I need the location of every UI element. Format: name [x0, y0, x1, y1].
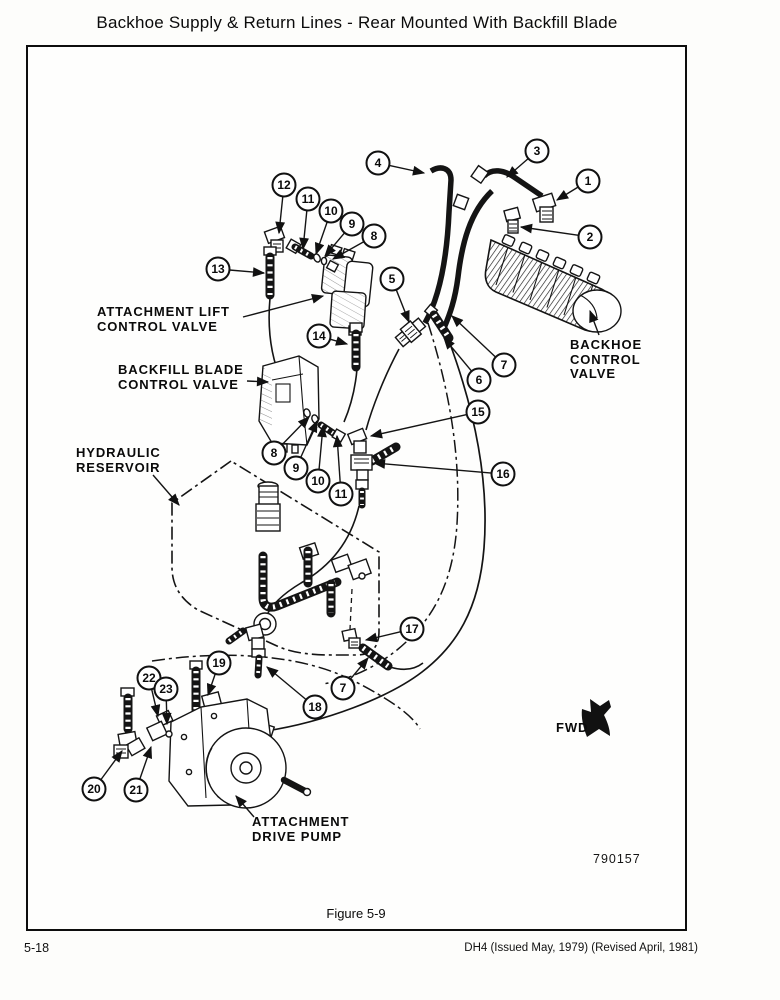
callout-7	[452, 316, 516, 377]
tee-fitting-16	[351, 455, 372, 470]
elbow-fitting-17-stub	[349, 638, 360, 648]
callout-number: 10	[324, 204, 338, 219]
attachment-drive-pump-label: ATTACHMENT DRIVE PUMP	[252, 814, 350, 844]
callout-leader	[350, 658, 368, 679]
tee-fitting-19-stub	[252, 638, 264, 649]
callout-leader	[330, 339, 347, 344]
callout-number: 23	[159, 682, 173, 697]
callout-number: 9	[348, 217, 356, 232]
callout-number: 10	[311, 474, 325, 489]
attachment-lift-valve-drawing	[321, 245, 373, 335]
filler-neck-base	[256, 504, 280, 531]
callout-number: 2	[586, 230, 594, 245]
page-number: 5-18	[24, 941, 50, 955]
callout-2	[521, 226, 602, 249]
callout-number: 12	[277, 178, 291, 193]
callout-4	[367, 152, 425, 175]
tank-tee-cluster	[229, 613, 276, 675]
elbow-17-assembly	[342, 629, 388, 666]
pump-bolt	[181, 734, 186, 739]
pump-shaft	[284, 780, 305, 791]
drawing-number: 790157	[593, 852, 641, 866]
tube-nut	[471, 166, 488, 184]
callout-leader	[557, 187, 578, 200]
dashed-drop-line	[350, 589, 352, 629]
callout-number: 21	[129, 783, 143, 798]
callout-number: 14	[312, 329, 326, 344]
callout-number: 7	[500, 358, 508, 373]
union-fitting-5	[393, 316, 427, 348]
callout-leader	[452, 316, 496, 357]
callout-leader	[303, 210, 307, 249]
callout-leader	[267, 667, 306, 700]
o-ring	[321, 257, 326, 264]
elbow-fitting-1-stub	[540, 207, 553, 222]
callout-11	[297, 188, 320, 250]
callout-leader	[101, 751, 122, 780]
callout-3	[507, 140, 549, 178]
valve-stud	[292, 445, 298, 453]
callout-7	[332, 658, 369, 700]
callout-number: 5	[388, 272, 396, 287]
backhoe-control-valve-drawing	[485, 193, 621, 332]
diagram-svg	[26, 45, 683, 927]
fwd-arrow-icon	[582, 699, 611, 737]
callout-19	[208, 652, 231, 696]
callout-number: 13	[211, 262, 225, 277]
attachment-lift-control-valve-label: ATTACHMENT LIFT CONTROL VALVE	[97, 304, 230, 334]
tube-nut	[453, 194, 468, 209]
hydraulic-reservoir-arrow	[153, 475, 179, 505]
callout-number: 8	[370, 229, 378, 244]
callout-leader	[208, 674, 215, 695]
callout-leader	[521, 227, 579, 235]
callout-17	[366, 618, 424, 641]
figure-caption: Figure 5-9	[326, 906, 386, 921]
callout-number: 1	[584, 174, 592, 189]
callout-18	[267, 667, 327, 719]
callout-number: 16	[496, 467, 510, 482]
spool-bonnet	[587, 272, 601, 285]
tee-fitting-16-stub	[357, 470, 368, 480]
hose-link-17	[390, 663, 423, 669]
callout-number: 9	[292, 461, 300, 476]
fwd-label: FWD	[556, 720, 589, 735]
o-ring	[313, 253, 322, 263]
callout-number: 7	[339, 681, 347, 696]
callout-leader	[337, 436, 340, 483]
hose-below-union	[366, 349, 399, 430]
callout-leader	[366, 632, 401, 640]
callout-13	[207, 258, 265, 281]
callout-16	[374, 463, 515, 486]
callout-20	[83, 751, 123, 801]
callout-number: 20	[87, 782, 101, 797]
pump-bolt	[211, 713, 216, 718]
callout-number: 15	[471, 405, 485, 420]
callout-15	[371, 401, 490, 437]
callout-leader	[319, 426, 323, 470]
callout-5	[381, 268, 410, 323]
callout-leader	[374, 463, 492, 473]
pump-shaft-center	[240, 762, 252, 774]
pump-bolt	[186, 769, 191, 774]
callout-leader	[507, 159, 528, 177]
callout-11	[330, 436, 353, 506]
attachment-lift-control-valve-arrow	[243, 296, 323, 317]
callout-number: 3	[533, 144, 541, 159]
tank-hose-l	[263, 556, 337, 607]
callout-number: 6	[475, 373, 483, 388]
backhoe-control-valve-label: BACKHOE CONTROL VALVE	[570, 337, 643, 381]
filler-neck	[259, 486, 278, 505]
callout-leader	[229, 270, 264, 273]
callout-number: 22	[142, 671, 156, 686]
callout-1	[557, 170, 600, 201]
callout-number: 18	[308, 700, 322, 715]
backfill-blade-control-valve-label: BACKFILL BLADE CONTROL VALVE	[118, 362, 244, 392]
callout-leader	[396, 290, 409, 322]
callout-number: 17	[405, 622, 419, 637]
callout-number: 11	[301, 192, 315, 207]
valve-cap	[329, 245, 342, 256]
callout-number: 19	[212, 656, 226, 671]
tube-4-inner	[425, 168, 451, 323]
callout-number: 11	[334, 487, 348, 502]
hose-from-lift-valve	[344, 369, 357, 422]
callout-number: 4	[374, 156, 382, 171]
doc-reference: DH4 (Issued May, 1979) (Revised April, 1981)	[464, 942, 698, 954]
callout-leader	[140, 747, 151, 779]
hydraulic-reservoir-label: HYDRAULIC RESERVOIR	[76, 445, 161, 475]
backfill-blade-control-valve-arrow	[247, 381, 268, 382]
callout-leader	[316, 222, 327, 254]
callout-number: 8	[270, 446, 278, 461]
callouts-layer	[83, 140, 602, 802]
shaft-tip	[304, 789, 311, 796]
elbow-fitting-15-stub	[354, 441, 366, 453]
callout-10	[316, 200, 343, 255]
page-title: Backhoe Supply & Return Lines - Rear Mounted With Backfill Blade	[96, 13, 618, 32]
valve-end-cap	[573, 290, 621, 332]
tank-port	[359, 573, 365, 579]
callout-12	[273, 174, 296, 234]
callout-leader	[389, 165, 424, 173]
o-ring	[166, 731, 172, 737]
callout-leader	[166, 700, 167, 724]
